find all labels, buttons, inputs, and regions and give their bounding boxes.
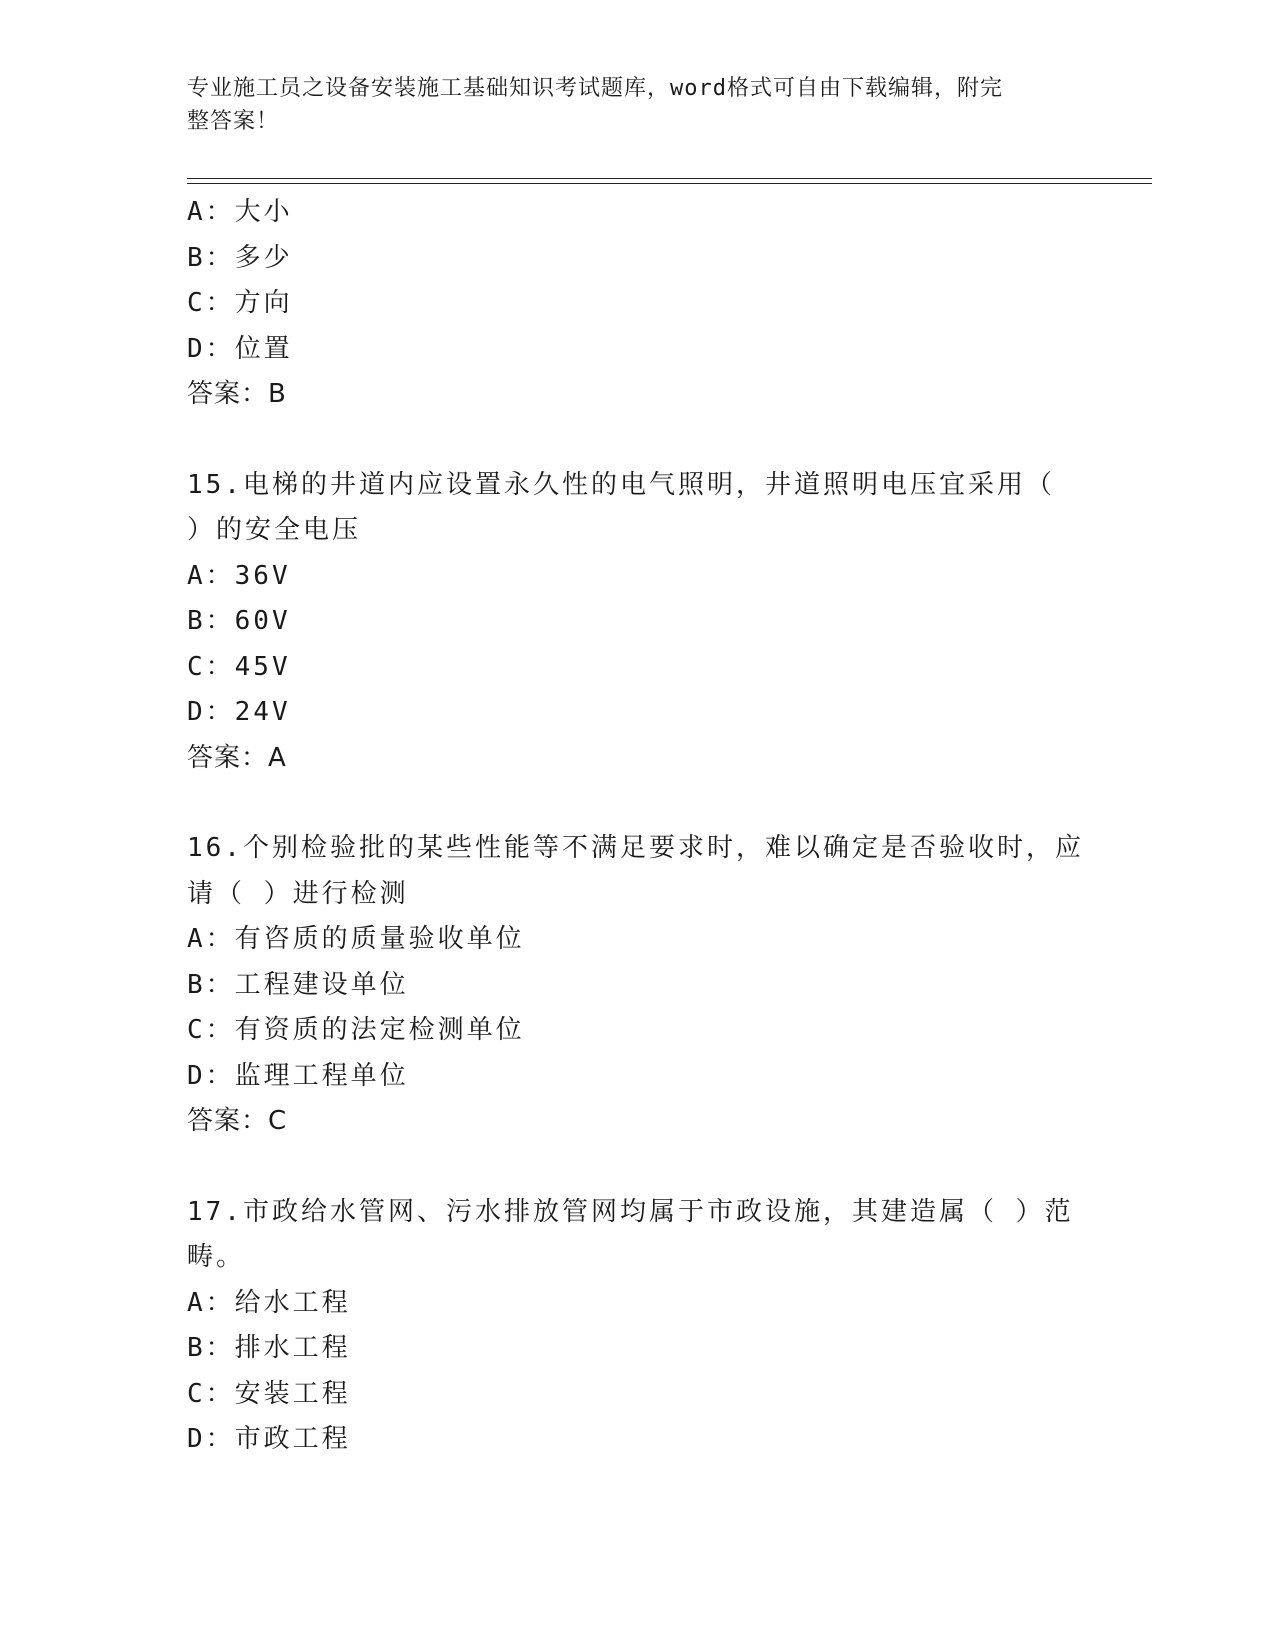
question-line-1: 17.市政给水管网、污水排放管网均属于市政设施，其建造属（ ）范	[187, 1196, 1074, 1227]
option-a: A：大小	[187, 197, 293, 227]
question-block-17	[187, 1190, 1087, 1463]
option-d: D：位置	[187, 333, 293, 364]
header-line-1: 专业施工员之设备安装施工基础知识考试题库，word格式可自由下载编辑，附完	[187, 76, 1003, 101]
question-line-1: 16.个别检验批的某些性能等不满足要求时，难以确定是否验收时，应	[187, 833, 1084, 863]
option-d: D：市政工程	[187, 1424, 351, 1454]
option-d: D：监理工程单位	[187, 1060, 409, 1091]
option-b: B：工程建设单位	[187, 969, 409, 1000]
answer-line: 答案：A	[187, 742, 287, 773]
option-d: D：24V	[187, 697, 291, 727]
question-block-14	[187, 190, 1087, 418]
answer-line: 答案：C	[187, 1106, 288, 1136]
option-c: C：安装工程	[187, 1378, 351, 1409]
question-text	[187, 826, 1087, 917]
question-block-15	[187, 463, 1087, 782]
answer-line: 答案：B	[187, 379, 287, 409]
option-c: C：有资质的法定检测单位	[187, 1015, 525, 1045]
question-text	[187, 1190, 1087, 1281]
option-a: A：给水工程	[187, 1287, 351, 1318]
header-divider-top	[187, 178, 1152, 179]
question-block-16	[187, 826, 1087, 1145]
option-a: A：36V	[187, 560, 291, 591]
question-text	[187, 463, 1087, 554]
question-line-2: 畴。	[187, 1242, 246, 1272]
question-line-2: ）的安全电压	[187, 515, 362, 545]
option-c: C：45V	[187, 651, 291, 682]
document-header	[187, 72, 1067, 138]
header-divider-bottom	[187, 183, 1152, 184]
question-line-1: 15.电梯的井道内应设置永久性的电气照明，井道照明电压宜采用（	[187, 469, 1055, 500]
option-b: B：排水工程	[187, 1333, 351, 1363]
document-body	[187, 190, 1087, 1508]
header-line-2: 整答案！	[187, 109, 280, 134]
option-a: A：有咨质的质量验收单位	[187, 924, 525, 954]
question-line-2: 请（ ）进行检测	[187, 878, 409, 909]
option-c: C：方向	[187, 288, 293, 318]
option-b: B：60V	[187, 606, 291, 636]
option-b: B：多少	[187, 242, 293, 273]
